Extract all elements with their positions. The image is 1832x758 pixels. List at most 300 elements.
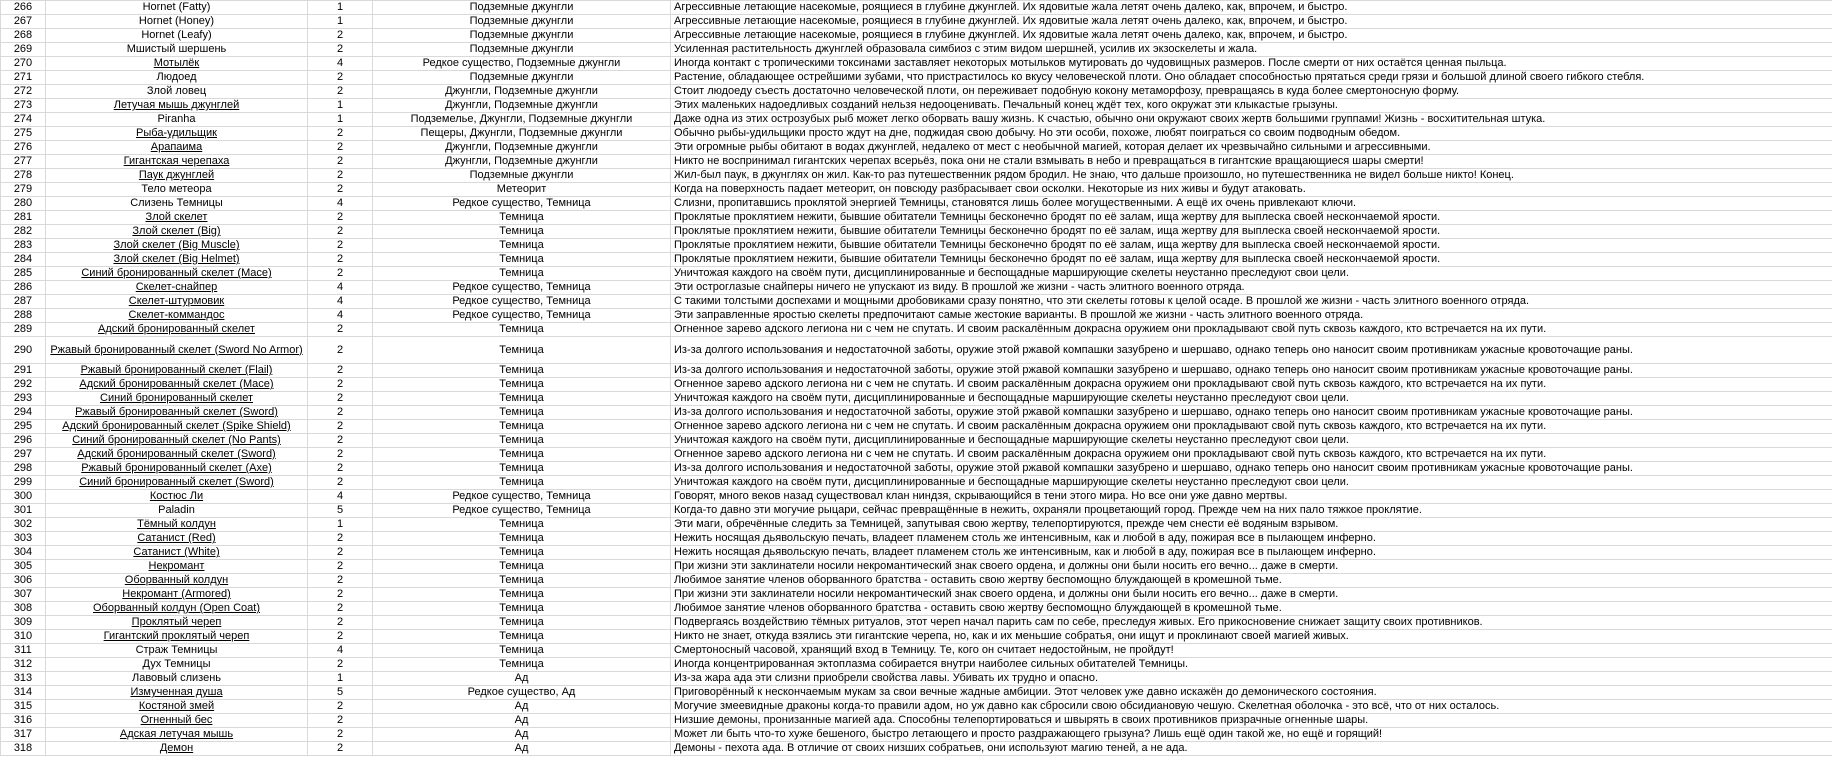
cell-value[interactable]: 1 xyxy=(308,99,373,113)
cell-name[interactable]: Злой скелет (Big Muscle) xyxy=(46,239,308,253)
cell-value[interactable]: 2 xyxy=(308,546,373,560)
cell-name[interactable]: Злой скелет (Big Helmet) xyxy=(46,253,308,267)
cell-value[interactable]: 2 xyxy=(308,29,373,43)
cell-id[interactable]: 299 xyxy=(1,476,46,490)
cell-description[interactable]: Уничтожая каждого на своём пути, дисциплинированные и беспощадные марширующие скелеты неустанно преследуют свои цели. xyxy=(671,434,1832,448)
cell-value[interactable]: 2 xyxy=(308,155,373,169)
cell-biome[interactable]: Джунгли, Подземные джунгли xyxy=(373,99,671,113)
cell-id[interactable]: 290 xyxy=(1,337,46,364)
table-row xyxy=(1,420,1832,434)
cell-name[interactable]: Адский бронированный скелет (Mace) xyxy=(46,378,308,392)
cell-value[interactable]: 2 xyxy=(308,337,373,364)
cell-description[interactable]: Уничтожая каждого на своём пути, дисциплинированные и беспощадные марширующие скелеты неустанно преследуют свои цели. xyxy=(671,392,1832,406)
cell-value[interactable]: 2 xyxy=(308,183,373,197)
cell-id[interactable]: 287 xyxy=(1,295,46,309)
cell-id[interactable]: 308 xyxy=(1,602,46,616)
cell-id[interactable]: 296 xyxy=(1,434,46,448)
cell-biome[interactable]: Редкое существо, Подземные джунгли xyxy=(373,57,671,71)
cell-name[interactable]: Злой ловец xyxy=(46,85,308,99)
cell-biome[interactable]: Редкое существо, Темница xyxy=(373,309,671,323)
cell-name[interactable]: Адский бронированный скелет (Spike Shield) xyxy=(46,420,308,434)
cell-name[interactable]: Гигантская черепаха xyxy=(46,155,308,169)
cell-name[interactable]: Hornet (Leafy) xyxy=(46,29,308,43)
cell-description[interactable]: Проклятые проклятием нежити, бывшие обитатели Темницы бесконечно бродят по её залам, ища жертву для выплеска своей нескончаемой ярости. xyxy=(671,253,1832,267)
table-row xyxy=(1,448,1832,462)
cell-name[interactable]: Оборванный колдун (Open Coat) xyxy=(46,602,308,616)
cell-biome[interactable]: Подземные джунгли xyxy=(373,71,671,85)
table-row xyxy=(1,462,1832,476)
cell-name[interactable]: Некромант xyxy=(46,560,308,574)
table-row xyxy=(1,546,1832,560)
table-row xyxy=(1,490,1832,504)
cell-name[interactable]: Синий бронированный скелет (No Pants) xyxy=(46,434,308,448)
cell-biome[interactable]: Темница xyxy=(373,364,671,378)
cell-biome[interactable]: Редкое существо, Ад xyxy=(373,686,671,700)
cell-description[interactable]: Нежить носящая дьявольскую печать, владеет пламенем столь же интенсивным, как и любой в аду, пожирая все в пылающем инферно. xyxy=(671,546,1832,560)
cell-description[interactable]: Когда-то давно эти могучие рыцари, сейчас превращённые в нежить, охраняли процветающий город. Прежде чем на них пало тяжкое проклятие. xyxy=(671,504,1832,518)
cell-id[interactable]: 312 xyxy=(1,658,46,672)
cell-biome[interactable]: Джунгли, Подземные джунгли xyxy=(373,155,671,169)
cell-value[interactable]: 2 xyxy=(308,127,373,141)
cell-value[interactable]: 2 xyxy=(308,476,373,490)
cell-name[interactable]: Paladin xyxy=(46,504,308,518)
cell-description[interactable]: Приговорённый к нескончаемым мукам за свои вечные жадные амбиции. Этот человек уже давно искажён до демонического состояния. xyxy=(671,686,1832,700)
cell-biome[interactable]: Темница xyxy=(373,476,671,490)
cell-value[interactable]: 2 xyxy=(308,267,373,281)
table-row xyxy=(1,728,1832,742)
cell-biome[interactable]: Темница xyxy=(373,630,671,644)
cell-description[interactable]: Может ли быть что-то хуже бешеного, быстро летающего и просто раздражающего грызуна? Лишь ещё один такой же, но ещё и горящий! xyxy=(671,728,1832,742)
cell-description[interactable]: Иногда концентрированная эктоплазма собирается внутри наиболее сильных обитателей Темницы. xyxy=(671,658,1832,672)
cell-value[interactable]: 2 xyxy=(308,616,373,630)
cell-value[interactable]: 2 xyxy=(308,364,373,378)
cell-name[interactable]: Людоед xyxy=(46,71,308,85)
cell-name[interactable]: Адская летучая мышь xyxy=(46,728,308,742)
cell-value[interactable]: 2 xyxy=(308,85,373,99)
cell-id[interactable]: 297 xyxy=(1,448,46,462)
cell-description[interactable]: Любимое занятие членов оборванного братства - оставить свою жертву беспомощно блуждающей в кромешной тьме. xyxy=(671,602,1832,616)
cell-biome[interactable]: Темница xyxy=(373,420,671,434)
cell-description[interactable]: Эти маги, обречённые следить за Темницей, запутывая свою жертву, телепортируются, прежде чем снести её водяным взрывом. xyxy=(671,518,1832,532)
cell-name[interactable]: Тёмный колдун xyxy=(46,518,308,532)
table-row xyxy=(1,295,1832,309)
cell-id[interactable]: 317 xyxy=(1,728,46,742)
table-row xyxy=(1,239,1832,253)
cell-value[interactable]: 4 xyxy=(308,309,373,323)
cell-value[interactable]: 4 xyxy=(308,197,373,211)
cell-name[interactable]: Скелет-штурмовик xyxy=(46,295,308,309)
cell-value[interactable]: 2 xyxy=(308,239,373,253)
cell-description[interactable]: Огненное зарево адского легиона ни с чем не спутать. И своим раскалённым докрасна оружием они прокладывают свой путь сквозь каждого, кто встречается на их пути. xyxy=(671,378,1832,392)
cell-value[interactable]: 2 xyxy=(308,406,373,420)
cell-id[interactable]: 266 xyxy=(1,1,46,15)
cell-biome[interactable]: Джунгли, Подземные джунгли xyxy=(373,141,671,155)
cell-id[interactable]: 285 xyxy=(1,267,46,281)
table-row xyxy=(1,211,1832,225)
cell-biome[interactable]: Редкое существо, Темница xyxy=(373,490,671,504)
cell-value[interactable]: 2 xyxy=(308,658,373,672)
cell-name[interactable]: Мотылёк xyxy=(46,57,308,71)
cell-biome[interactable]: Подземелье, Джунгли, Подземные джунгли xyxy=(373,113,671,127)
cell-name[interactable]: Синий бронированный скелет (Mace) xyxy=(46,267,308,281)
cell-biome[interactable]: Темница xyxy=(373,588,671,602)
cell-description[interactable]: Из-за долгого использования и недостаточной заботы, оружие этой ржавой компашки зазубрено и шершаво, однако теперь оно наносит своим противникам ужасные кровоточащие раны. xyxy=(671,406,1832,420)
cell-id[interactable]: 269 xyxy=(1,43,46,57)
table-row xyxy=(1,197,1832,211)
cell-value[interactable]: 2 xyxy=(308,323,373,337)
cell-description[interactable]: Растение, обладающее острейшими зубами, что пристрастилось ко вкусу человеческой плоти. Оно обладает способностью прятаться среди грязи и большой длиной своего гибкого стебля. xyxy=(671,71,1832,85)
cell-name[interactable]: Сатанист (Red) xyxy=(46,532,308,546)
cell-description[interactable]: Огненное зарево адского легиона ни с чем не спутать. И своим раскалённым докрасна оружием они прокладывают свой путь сквозь каждого, кто встречается на их пути. xyxy=(671,323,1832,337)
cell-description[interactable]: Проклятые проклятием нежити, бывшие обитатели Темницы бесконечно бродят по её залам, ища жертву для выплеска своей нескончаемой ярости. xyxy=(671,239,1832,253)
table-row xyxy=(1,85,1832,99)
table-row xyxy=(1,281,1832,295)
cell-value[interactable]: 2 xyxy=(308,434,373,448)
cell-description[interactable]: Даже одна из этих острозубых рыб может легко оборвать вашу жизнь. К счастью, обычно они окружают своих жертв большими группами! Жизнь - восхитительная штука. xyxy=(671,113,1832,127)
cell-description[interactable]: Проклятые проклятием нежити, бывшие обитатели Темницы бесконечно бродят по её залам, ища жертву для выплеска своей нескончаемой ярости. xyxy=(671,211,1832,225)
cell-biome[interactable]: Подземные джунгли xyxy=(373,29,671,43)
cell-description[interactable]: Огненное зарево адского легиона ни с чем не спутать. И своим раскалённым докрасна оружием они прокладывают свой путь сквозь каждого, кто встречается на их пути. xyxy=(671,420,1832,434)
cell-value[interactable]: 1 xyxy=(308,113,373,127)
cell-id[interactable]: 284 xyxy=(1,253,46,267)
cell-id[interactable]: 309 xyxy=(1,616,46,630)
cell-biome[interactable]: Темница xyxy=(373,532,671,546)
cell-description[interactable]: Могучие змеевидные драконы когда-то правили адом, но уж давно как сбросили свою обсидиановую чешую. Скелетная оболочка - это всё, что от них осталось. xyxy=(671,700,1832,714)
cell-description[interactable]: Уничтожая каждого на своём пути, дисциплинированные и беспощадные марширующие скелеты неустанно преследуют свои цели. xyxy=(671,267,1832,281)
cell-biome[interactable]: Темница xyxy=(373,462,671,476)
cell-value[interactable]: 2 xyxy=(308,560,373,574)
cell-id[interactable]: 282 xyxy=(1,225,46,239)
cell-value[interactable]: 2 xyxy=(308,378,373,392)
table-row xyxy=(1,1,1832,15)
cell-description[interactable]: Эти огромные рыбы обитают в водах джунглей, недалеко от мест с необычной магией, которая делает их чрезвычайно сильными и агрессивными. xyxy=(671,141,1832,155)
cell-id[interactable]: 302 xyxy=(1,518,46,532)
cell-biome[interactable]: Темница xyxy=(373,658,671,672)
cell-value[interactable]: 1 xyxy=(308,518,373,532)
cell-id[interactable]: 277 xyxy=(1,155,46,169)
cell-value[interactable]: 5 xyxy=(308,686,373,700)
cell-value[interactable]: 2 xyxy=(308,742,373,756)
cell-id[interactable]: 288 xyxy=(1,309,46,323)
cell-description[interactable]: При жизни эти заклинатели носили некромантический знак своего ордена, и должны они были носить его вечно... даже в смерти. xyxy=(671,560,1832,574)
cell-description[interactable]: С такими толстыми доспехами и мощными дробовиками сразу понятно, что эти скелеты готовы к целой осаде. В прошлой же жизни - часть элитного военного отряда. xyxy=(671,295,1832,309)
table-row xyxy=(1,309,1832,323)
cell-description[interactable]: Никто не знает, откуда взялись эти гигантские черепа, но, как и их меньшие собратья, они ищут и проклинают своей магией живых. xyxy=(671,630,1832,644)
cell-description[interactable]: Проклятые проклятием нежити, бывшие обитатели Темницы бесконечно бродят по её залам, ища жертву для выплеска своей нескончаемой ярости. xyxy=(671,225,1832,239)
table-row xyxy=(1,532,1832,546)
table-row xyxy=(1,644,1832,658)
cell-id[interactable]: 307 xyxy=(1,588,46,602)
cell-description[interactable]: Смертоносный часовой, хранящий вход в Темницу. Те, кого он считает недостойным, не пройдут! xyxy=(671,644,1832,658)
cell-value[interactable]: 2 xyxy=(308,602,373,616)
table-row xyxy=(1,169,1832,183)
cell-biome[interactable]: Ад xyxy=(373,728,671,742)
cell-value[interactable]: 2 xyxy=(308,141,373,155)
cell-description[interactable]: Эти заправленные яростью скелеты предпочитают самые жестокие варианты. В прошлой же жизни - часть элитного военного отряда. xyxy=(671,309,1832,323)
cell-name[interactable]: Ржавый бронированный скелет (Sword No Armor) xyxy=(46,337,308,364)
cell-description[interactable]: Подвергаясь воздействию тёмных ритуалов, этот череп начал парить сам по себе, преследуя живых. Его прикосновение снижает защиту своих противников. xyxy=(671,616,1832,630)
cell-value[interactable]: 2 xyxy=(308,588,373,602)
table-row xyxy=(1,588,1832,602)
cell-biome[interactable]: Ад xyxy=(373,714,671,728)
cell-id[interactable]: 275 xyxy=(1,127,46,141)
cell-biome[interactable]: Темница xyxy=(373,644,671,658)
cell-biome[interactable]: Редкое существо, Темница xyxy=(373,504,671,518)
cell-name[interactable]: Костяной змей xyxy=(46,700,308,714)
cell-id[interactable]: 280 xyxy=(1,197,46,211)
cell-biome[interactable]: Темница xyxy=(373,434,671,448)
cell-description[interactable]: Нежить носящая дьявольскую печать, владеет пламенем столь же интенсивным, как и любой в аду, пожирая все в пылающем инферно. xyxy=(671,532,1832,546)
cell-value[interactable]: 1 xyxy=(308,672,373,686)
cell-value[interactable]: 2 xyxy=(308,211,373,225)
cell-id[interactable]: 279 xyxy=(1,183,46,197)
cell-id[interactable]: 278 xyxy=(1,169,46,183)
table-row xyxy=(1,406,1832,420)
cell-name[interactable]: Огненный бес xyxy=(46,714,308,728)
cell-value[interactable]: 4 xyxy=(308,57,373,71)
cell-id[interactable]: 318 xyxy=(1,742,46,756)
cell-id[interactable]: 291 xyxy=(1,364,46,378)
cell-description[interactable]: Любимое занятие членов оборванного братства - оставить свою жертву беспомощно блуждающей в кромешной тьме. xyxy=(671,574,1832,588)
cell-id[interactable]: 300 xyxy=(1,490,46,504)
cell-value[interactable]: 4 xyxy=(308,295,373,309)
cell-description[interactable]: Усиленная растительность джунглей образовала симбиоз с этим видом шершней, усилив их экзоскелеты и жала. xyxy=(671,43,1832,57)
cell-description[interactable]: Когда на поверхность падает метеорит, он повсюду разбрасывает свои осколки. Некоторые из них живы и будут атаковать. xyxy=(671,183,1832,197)
cell-value[interactable]: 4 xyxy=(308,281,373,295)
cell-biome[interactable]: Ад xyxy=(373,672,671,686)
cell-name[interactable]: Ржавый бронированный скелет (Sword) xyxy=(46,406,308,420)
cell-id[interactable]: 276 xyxy=(1,141,46,155)
cell-description[interactable]: Из-за долгого использования и недостаточной заботы, оружие этой ржавой компашки зазубрено и шершаво, однако теперь оно наносит своим противникам ужасные кровоточащие раны. xyxy=(671,337,1832,364)
cell-description[interactable]: Говорят, много веков назад существовал клан ниндзя, скрывающийся в тени этого мира. Но все они уже давно мертвы. xyxy=(671,490,1832,504)
cell-biome[interactable]: Подземные джунгли xyxy=(373,1,671,15)
cell-name[interactable]: Синий бронированный скелет xyxy=(46,392,308,406)
table-row xyxy=(1,574,1832,588)
cell-biome[interactable]: Джунгли, Подземные джунгли xyxy=(373,85,671,99)
table-row xyxy=(1,672,1832,686)
cell-name[interactable]: Hornet (Honey) xyxy=(46,15,308,29)
cell-biome[interactable]: Редкое существо, Темница xyxy=(373,281,671,295)
cell-id[interactable]: 311 xyxy=(1,644,46,658)
cell-id[interactable]: 294 xyxy=(1,406,46,420)
cell-name[interactable]: Гигантский проклятый череп xyxy=(46,630,308,644)
cell-id[interactable]: 316 xyxy=(1,714,46,728)
cell-description[interactable]: Агрессивные летающие насекомые, роящиеся в глубине джунглей. Их ядовитые жала летят очень далеко, как, впрочем, и быстро. xyxy=(671,15,1832,29)
cell-biome[interactable]: Темница xyxy=(373,253,671,267)
cell-value[interactable]: 2 xyxy=(308,420,373,434)
cell-description[interactable]: Эти остроглазые снайперы ничего не упускают из виду. В прошлой же жизни - часть элитного военного отряда. xyxy=(671,281,1832,295)
cell-value[interactable]: 2 xyxy=(308,728,373,742)
cell-name[interactable]: Проклятый череп xyxy=(46,616,308,630)
cell-id[interactable]: 281 xyxy=(1,211,46,225)
cell-id[interactable]: 304 xyxy=(1,546,46,560)
cell-name[interactable]: Страж Темницы xyxy=(46,644,308,658)
cell-id[interactable]: 267 xyxy=(1,15,46,29)
cell-name[interactable]: Некромант (Armored) xyxy=(46,588,308,602)
cell-biome[interactable]: Редкое существо, Темница xyxy=(373,295,671,309)
cell-value[interactable]: 2 xyxy=(308,574,373,588)
cell-value[interactable]: 2 xyxy=(308,462,373,476)
cell-name[interactable]: Синий бронированный скелет (Sword) xyxy=(46,476,308,490)
cell-description[interactable]: Агрессивные летающие насекомые, роящиеся в глубине джунглей. Их ядовитые жала летят очень далеко, как, впрочем, и быстро. xyxy=(671,29,1832,43)
cell-name[interactable]: Дух Темницы xyxy=(46,658,308,672)
cell-biome[interactable]: Темница xyxy=(373,378,671,392)
table-row xyxy=(1,434,1832,448)
cell-id[interactable]: 293 xyxy=(1,392,46,406)
cell-value[interactable]: 5 xyxy=(308,504,373,518)
cell-id[interactable]: 314 xyxy=(1,686,46,700)
cell-biome[interactable]: Редкое существо, Темница xyxy=(373,197,671,211)
cell-name[interactable]: Костюс Ли xyxy=(46,490,308,504)
cell-value[interactable]: 2 xyxy=(308,71,373,85)
cell-id[interactable]: 268 xyxy=(1,29,46,43)
cell-description[interactable]: Никто не воспринимал гигантских черепах всерьёз, пока они не стали взмывать в небо и превращаться в гигантские вращающиеся шары смерти! xyxy=(671,155,1832,169)
cell-biome[interactable]: Темница xyxy=(373,337,671,364)
cell-biome[interactable]: Ад xyxy=(373,700,671,714)
cell-id[interactable]: 286 xyxy=(1,281,46,295)
cell-name[interactable]: Адский бронированный скелет xyxy=(46,323,308,337)
cell-description[interactable]: Низшие демоны, пронизанные магией ада. Способны телепортироваться и швырять в своих противников призрачные огненные шары. xyxy=(671,714,1832,728)
cell-biome[interactable]: Подземные джунгли xyxy=(373,43,671,57)
cell-description[interactable]: Из-за долгого использования и недостаточной заботы, оружие этой ржавой компашки зазубрено и шершаво, однако теперь оно наносит своим противникам ужасные кровоточащие раны. xyxy=(671,364,1832,378)
cell-biome[interactable]: Темница xyxy=(373,602,671,616)
cell-name[interactable]: Сатанист (White) xyxy=(46,546,308,560)
cell-value[interactable]: 2 xyxy=(308,448,373,462)
cell-description[interactable]: При жизни эти заклинатели носили некромантический знак своего ордена, и должны они были носить его вечно... даже в смерти. xyxy=(671,588,1832,602)
cell-value[interactable]: 2 xyxy=(308,630,373,644)
cell-id[interactable]: 315 xyxy=(1,700,46,714)
cell-name[interactable]: Оборванный колдун xyxy=(46,574,308,588)
cell-description[interactable]: Жил-был паук, в джунглях он жил. Как-то раз путешественник рядом бродил. Не знаю, что дальше произошло, но путешественника не видел больше никто! Конец. xyxy=(671,169,1832,183)
table-row xyxy=(1,225,1832,239)
cell-name[interactable]: Демон xyxy=(46,742,308,756)
cell-description[interactable]: Слизни, пропитавшись проклятой энергией Темницы, становятся лишь более могущественными. А ещё их очень привлекают ключи. xyxy=(671,197,1832,211)
cell-description[interactable]: Стоит людоеду съесть достаточно человеческой плоти, он переживает подобную кокону метаморфозу, превращаясь в куда более смертоносную форму. xyxy=(671,85,1832,99)
cell-id[interactable]: 289 xyxy=(1,323,46,337)
cell-id[interactable]: 274 xyxy=(1,113,46,127)
cell-value[interactable]: 2 xyxy=(308,253,373,267)
cell-name[interactable]: Мшистый шершень xyxy=(46,43,308,57)
cell-biome[interactable]: Темница xyxy=(373,560,671,574)
cell-description[interactable]: Из-за долгого использования и недостаточной заботы, оружие этой ржавой компашки зазубрено и шершаво, однако теперь оно наносит своим противникам ужасные кровоточащие раны. xyxy=(671,462,1832,476)
cell-biome[interactable]: Темница xyxy=(373,392,671,406)
cell-biome[interactable]: Темница xyxy=(373,518,671,532)
cell-value[interactable]: 2 xyxy=(308,43,373,57)
cell-description[interactable]: Обычно рыбы-удильщики просто ждут на дне, поджидая свою добычу. Но эти особи, похоже, любят поиграться со своим подводным обедом. xyxy=(671,127,1832,141)
cell-id[interactable]: 301 xyxy=(1,504,46,518)
cell-name[interactable]: Злой скелет xyxy=(46,211,308,225)
cell-name[interactable]: Скелет-снайпер xyxy=(46,281,308,295)
cell-value[interactable]: 2 xyxy=(308,700,373,714)
cell-biome[interactable]: Ад xyxy=(373,742,671,756)
table-row xyxy=(1,602,1832,616)
table-row xyxy=(1,616,1832,630)
cell-name[interactable]: Ржавый бронированный скелет (Axe) xyxy=(46,462,308,476)
cell-value[interactable]: 2 xyxy=(308,225,373,239)
cell-biome[interactable]: Метеорит xyxy=(373,183,671,197)
cell-id[interactable]: 298 xyxy=(1,462,46,476)
cell-biome[interactable]: Темница xyxy=(373,225,671,239)
cell-name[interactable]: Адский бронированный скелет (Sword) xyxy=(46,448,308,462)
cell-name[interactable]: Hornet (Fatty) xyxy=(46,1,308,15)
cell-id[interactable]: 272 xyxy=(1,85,46,99)
cell-value[interactable]: 2 xyxy=(308,532,373,546)
cell-id[interactable]: 310 xyxy=(1,630,46,644)
table-row xyxy=(1,267,1832,281)
cell-biome[interactable]: Темница xyxy=(373,574,671,588)
cell-biome[interactable]: Подземные джунгли xyxy=(373,169,671,183)
cell-value[interactable]: 2 xyxy=(308,169,373,183)
cell-name[interactable]: Piranha xyxy=(46,113,308,127)
table-row xyxy=(1,742,1832,756)
cell-name[interactable]: Рыба-удильщик xyxy=(46,127,308,141)
cell-description[interactable]: Огненное зарево адского легиона ни с чем не спутать. И своим раскалённым докрасна оружием они прокладывают свой путь сквозь каждого, кто встречается на их пути. xyxy=(671,448,1832,462)
cell-value[interactable]: 4 xyxy=(308,490,373,504)
cell-id[interactable]: 303 xyxy=(1,532,46,546)
cell-description[interactable]: Демоны - пехота ада. В отличие от своих низших собратьев, они используют магию теней, а не ада. xyxy=(671,742,1832,756)
table-row xyxy=(1,253,1832,267)
cell-name[interactable]: Ржавый бронированный скелет (Flail) xyxy=(46,364,308,378)
cell-name[interactable]: Скелет-коммандос xyxy=(46,309,308,323)
table-row xyxy=(1,71,1832,85)
cell-name[interactable]: Измученная душа xyxy=(46,686,308,700)
cell-id[interactable]: 283 xyxy=(1,239,46,253)
cell-name[interactable]: Слизень Темницы xyxy=(46,197,308,211)
cell-value[interactable]: 2 xyxy=(308,392,373,406)
table-row xyxy=(1,15,1832,29)
cell-biome[interactable]: Темница xyxy=(373,546,671,560)
cell-id[interactable]: 295 xyxy=(1,420,46,434)
cell-name[interactable]: Злой скелет (Big) xyxy=(46,225,308,239)
cell-name[interactable]: Паук джунглей xyxy=(46,169,308,183)
cell-biome[interactable]: Темница xyxy=(373,323,671,337)
table-row xyxy=(1,378,1832,392)
cell-biome[interactable]: Темница xyxy=(373,267,671,281)
cell-name[interactable]: Арапаима xyxy=(46,141,308,155)
cell-biome[interactable]: Пещеры, Джунгли, Подземные джунгли xyxy=(373,127,671,141)
cell-biome[interactable]: Подземные джунгли xyxy=(373,15,671,29)
cell-id[interactable]: 270 xyxy=(1,57,46,71)
cell-biome[interactable]: Темница xyxy=(373,406,671,420)
cell-value[interactable]: 1 xyxy=(308,15,373,29)
cell-biome[interactable]: Темница xyxy=(373,616,671,630)
cell-value[interactable]: 4 xyxy=(308,644,373,658)
cell-id[interactable]: 273 xyxy=(1,99,46,113)
cell-id[interactable]: 306 xyxy=(1,574,46,588)
cell-name[interactable]: Лавовый слизень xyxy=(46,672,308,686)
cell-biome[interactable]: Темница xyxy=(373,239,671,253)
cell-biome[interactable]: Темница xyxy=(373,211,671,225)
cell-name[interactable]: Тело метеора xyxy=(46,183,308,197)
table-row xyxy=(1,686,1832,700)
cell-id[interactable]: 305 xyxy=(1,560,46,574)
cell-biome[interactable]: Темница xyxy=(373,448,671,462)
cell-description[interactable]: Из-за жара ада эти слизни приобрели свойства лавы. Убивать их трудно и опасно. xyxy=(671,672,1832,686)
cell-description[interactable]: Уничтожая каждого на своём пути, дисциплинированные и беспощадные марширующие скелеты неустанно преследуют свои цели. xyxy=(671,476,1832,490)
table-row xyxy=(1,57,1832,71)
cell-id[interactable]: 313 xyxy=(1,672,46,686)
cell-description[interactable]: Агрессивные летающие насекомые, роящиеся в глубине джунглей. Их ядовитые жала летят очень далеко, как, впрочем, и быстро. xyxy=(671,1,1832,15)
table-row xyxy=(1,560,1832,574)
table-row xyxy=(1,392,1832,406)
cell-id[interactable]: 271 xyxy=(1,71,46,85)
cell-id[interactable]: 292 xyxy=(1,378,46,392)
cell-description[interactable]: Иногда контакт с тропическими токсинами заставляет некоторых мотыльков мутировать до чудовищных размеров. После смерти от них остаётся ценная пыльца. xyxy=(671,57,1832,71)
cell-value[interactable]: 1 xyxy=(308,1,373,15)
cell-description[interactable]: Этих маленьких надоедливых созданий нельзя недооценивать. Печальный конец ждёт тех, кого окружат эти клыкастые грызуны. xyxy=(671,99,1832,113)
cell-name[interactable]: Летучая мышь джунглей xyxy=(46,99,308,113)
cell-value[interactable]: 2 xyxy=(308,714,373,728)
